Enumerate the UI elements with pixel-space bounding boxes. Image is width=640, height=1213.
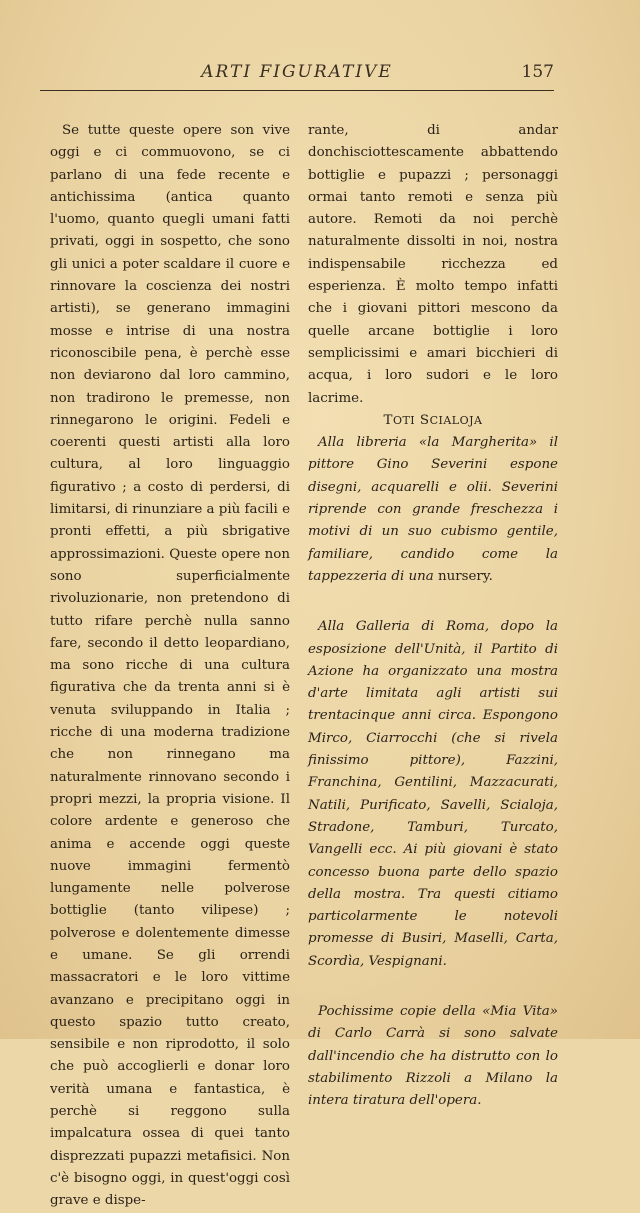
page-number: 157 (521, 62, 554, 82)
essay-continuation: rante, di andar donchisciottescamente abbattendo bottiglie e pupazzi ; personaggi ormai tanto remoti e senza più autore. Remoti da noi perchè naturalmente dissolti in noi, nostra indispensabile ricchezza ed esperienza. È molto tempo infatti che i giovani pittori mescono da quelle arcane bottiglie i loro semplicissimi e amari bicchieri di acqua, i loro sudori e le loro lacrime. (308, 123, 558, 406)
signature-first-initial: T (383, 412, 393, 428)
author-signature (308, 410, 558, 432)
signature-first-rest: OTI (392, 413, 416, 427)
note-severini-text: Alla libreria «la Margherita» il pittore Gino Severini espone disegni, acquarelli e olii. Severini riprende con grande freschezza i motivi di un suo cubismo gentile, familiare, candido come la tappezzeria di una (308, 435, 558, 584)
right-column (308, 120, 558, 1112)
news-note-galleria-roma: Alla Galleria di Roma, dopo la esposizione dell'Unità, il Partito di Azione ha organizzato una mostra d'arte limitata agli artisti sui trentacinque anni circa. Espongono Mirco, Ciarrocchi (che si rivela finissimo pittore), Fazzini, Franchina, Gentilini, Mazzacurati, Natili, Purificato, Savelli, Scialoja, Stradone, Tamburi, Turcato, Vangelli ecc. Ai più giovani è stato concesso buona parte dello spazio della mostra. Tra questi citiamo particolarmente le notevoli promesse di Busiri, Maselli, Carta, Scordìa, Vespignani. (308, 619, 558, 969)
page-header (40, 62, 554, 91)
left-column (50, 120, 290, 1213)
running-title: ARTI FIGURATIVE (201, 62, 393, 82)
note-severini-nursery: nursery. (433, 568, 493, 584)
news-note-carra: Pochissime copie della «Mia Vita» di Carlo Carrà si sono salvate dall'incendio che ha distrutto con lo stabilimento Rizzoli a Milano la intera tiratura dell'opera. (308, 1003, 558, 1109)
signature-last-rest: CIALOJA (429, 413, 483, 427)
signature-last-initial: S (419, 412, 430, 428)
essay-paragraph: Se tutte queste opere son vive oggi e ci commuovono, se ci parlano di una fede recente e antichissima (antica quanto l'uomo, quanto quegli umani fatti privati, oggi in sospetto, che sono gli unici a poter scaldare il cuore e rinnovare la coscienza dei nostri artisti), se generano immagini mosse e intrise di una nostra riconoscibile pena, è perchè esse non deviarono dal loro cammino, non tradirono le premesse, non rinnegarono le origini. Fedeli e coerenti questi artisti alla loro cultura, al loro linguaggio figurativo ; a costo di perdersi, di limitarsi, di rinunziare a più facili e pronti effetti, a più sbrigative approssimazioni. Queste opere non sono superficialmente rivoluzionarie, non pretendono di tutto rifare perchè nulla sanno fare, secondo il detto leopardiano, ma sono ricche di una cultura figurativa che da trenta anni si è venuta sviluppando in Italia ; ricche di una moderna tradizione che non rinnegano ma naturalmente rinnovano secondo i propri mezzi, la propria visione. Il colore ardente e generoso che anima e accende oggi queste nuove immagini fermentò lungamente nelle polverose bottiglie (tanto vilipese) ; polverose e dolentemente dimesse e umane. Se gli orrendi massacratori e le loro vittime avanzano e precipitano oggi in questo spazio tutto creato, sensibile e non riprodotto, il solo che può accoglierli e donar loro verità umana e fantastica, è perchè si reggono sulla impalcatura ossea di quei tanto disprezzati pupazzi metafisici. Non c'è bisogno oggi, in quest'oggi così grave e dispe- (50, 123, 290, 1209)
news-note-severini (308, 432, 558, 588)
